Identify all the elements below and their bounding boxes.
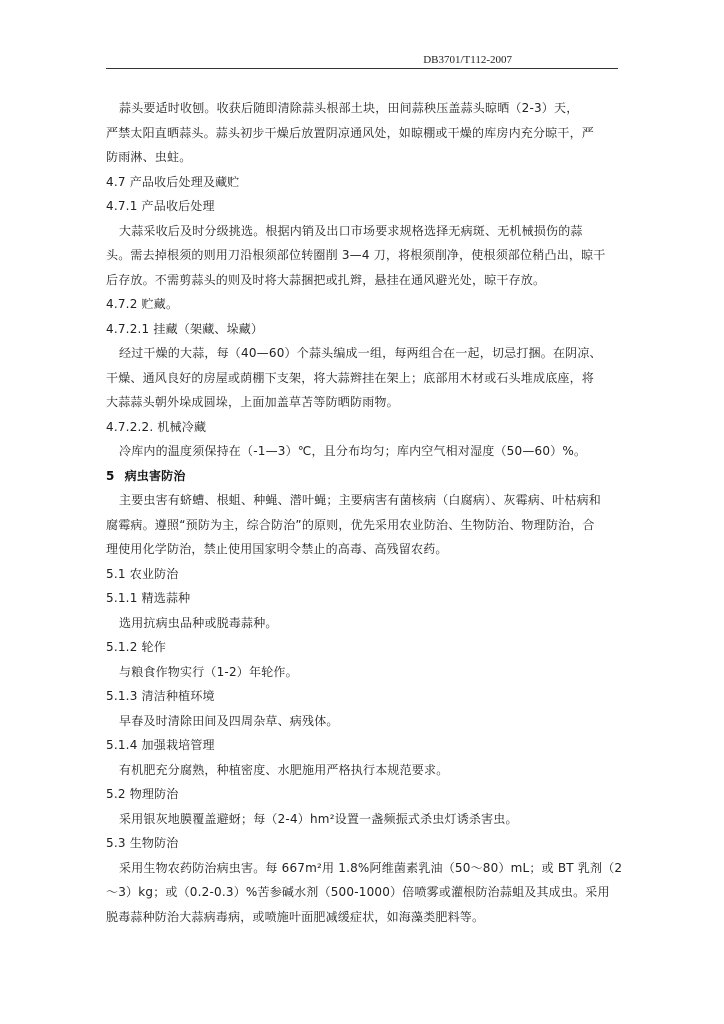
line-text: 5.3 生物防治 bbox=[106, 836, 179, 850]
line-text: 后存放。不需剪蒜头的则及时将大蒜捆把或扎辫，悬挂在通风避光处，晾干存放。 bbox=[106, 272, 546, 287]
text-line bbox=[106, 709, 618, 734]
line-text: 5.1.1 精选蒜种 bbox=[106, 591, 191, 605]
line-text: 冷库内的温度须保持在（-1—3）℃，且分布均匀；库内空气相对湿度（50—60）%。 bbox=[119, 444, 587, 458]
text-line bbox=[106, 415, 618, 440]
line-text: 经过干燥的大蒜，每（40—60）个蒜头编成一组，每两组合在一起，切忌打捆。在阴凉、 bbox=[119, 346, 602, 360]
line-text: 与粮食作物实行（1-2）年轮作。 bbox=[119, 664, 298, 679]
line-text: 严禁太阳直晒蒜头。蒜头初步干燥后放置阴凉通风处，如晾棚或干燥的库房内充分晾干，严 bbox=[106, 125, 595, 140]
line-text: 头。需去掉根须的则用刀沿根须部位转圈削 3—4 刀，将根须削净，使根须部位稍凸出，晾干 bbox=[106, 248, 606, 262]
line-text: 有机肥充分腐熟，种植密度、水肥施用严格执行本规范要求。 bbox=[119, 762, 449, 777]
line-text: 4.7.2.1 挂藏（架藏、垛藏） bbox=[106, 321, 264, 336]
text-line bbox=[106, 513, 618, 538]
text-line bbox=[106, 905, 618, 930]
text-line bbox=[106, 96, 618, 121]
line-text: 病虫害防治 bbox=[124, 468, 186, 483]
line-text: 5.1.2 轮作 bbox=[106, 640, 166, 654]
text-line bbox=[106, 341, 618, 366]
line-text: 5.1 农业防治 bbox=[106, 566, 179, 581]
text-line bbox=[106, 586, 618, 611]
text-line bbox=[106, 562, 618, 587]
text-line bbox=[106, 219, 618, 244]
text-line bbox=[106, 782, 618, 807]
text-line bbox=[106, 488, 618, 513]
document-body bbox=[106, 96, 623, 929]
line-text: 大蒜蒜头朝外垛成圆垛，上面加盖草苫等防晒防雨物。 bbox=[106, 395, 399, 409]
section-heading bbox=[106, 464, 618, 489]
line-text: 选用抗病虫品种或脱毒蒜种。 bbox=[119, 615, 278, 630]
text-line bbox=[106, 194, 618, 219]
text-line bbox=[106, 292, 618, 317]
line-text: 防雨淋、虫蛀。 bbox=[106, 150, 192, 164]
line-text: 5.1.4 加强栽培管理 bbox=[106, 738, 215, 752]
text-line bbox=[106, 268, 618, 293]
text-line bbox=[106, 439, 618, 464]
line-text: 大蒜采收后及时分级挑选。根据内销及出口市场要求规格选择无病斑、无机械损伤的蒜 bbox=[119, 223, 583, 238]
line-text: ～3）kg；或（0.2-0.3）%苦参碱水剂（500-1000）倍喷雾或灌根防治蒜蛆及其成虫。采用 bbox=[106, 885, 610, 899]
line-text: 4.7 产品收后处理及藏贮 bbox=[106, 174, 240, 189]
line-text: 腐霉病。遵照“预防为主，综合防治”的原则，优先采用农业防治、生物防治、物理防治，合 bbox=[106, 517, 595, 532]
text-line bbox=[106, 317, 618, 342]
text-line bbox=[106, 684, 618, 709]
document-code: DB3701/T112-2007 bbox=[423, 54, 512, 66]
line-text: 脱毒蒜种防治大蒜病毒病，或喷施叶面肥减缓症状，如海藻类肥料等。 bbox=[106, 909, 485, 924]
line-text: 5.1.3 清洁种植环境 bbox=[106, 689, 215, 703]
text-line bbox=[106, 366, 618, 391]
text-line bbox=[106, 121, 618, 146]
text-line bbox=[106, 758, 618, 783]
text-line bbox=[106, 390, 618, 415]
text-line bbox=[106, 611, 618, 636]
text-line bbox=[106, 880, 618, 905]
text-line bbox=[106, 831, 618, 856]
line-text: 采用生物农药防治病虫害。每 667m²用 1.8%阿维菌素乳油（50～80）mL；或 BT 乳剂（2 bbox=[119, 860, 623, 875]
text-line bbox=[106, 537, 618, 562]
line-text: 4.7.1 产品收后处理 bbox=[106, 199, 215, 213]
text-line bbox=[106, 660, 618, 685]
text-line bbox=[106, 807, 618, 832]
line-text: 蒜头要适时收刨。收获后随即清除蒜头根部土块，田间蒜秧压盖蒜头晾晒（2-3）天， bbox=[119, 101, 579, 115]
line-text: 理使用化学防治，禁止使用国家明令禁止的高毒、高残留农药。 bbox=[106, 542, 448, 556]
text-line bbox=[106, 856, 623, 881]
text-line bbox=[106, 635, 618, 660]
line-text: 4.7.2.2. 机械冷藏 bbox=[106, 419, 207, 434]
line-text: 干燥、通风良好的房屋或荫棚下支架，将大蒜辫挂在架上；底部用木材或石头堆成底座，将 bbox=[106, 370, 595, 385]
line-text: 4.7.2 贮藏。 bbox=[106, 297, 179, 311]
text-line bbox=[106, 733, 618, 758]
text-line bbox=[106, 170, 618, 195]
text-line bbox=[106, 243, 618, 268]
line-text: 5.2 物理防治 bbox=[106, 787, 179, 801]
line-text: 采用银灰地膜覆盖避蚜；每（2-4）hm²设置一盏频振式杀虫灯诱杀害虫。 bbox=[119, 811, 518, 826]
text-line bbox=[106, 145, 618, 170]
section-number: 5 bbox=[106, 468, 115, 483]
line-text: 主要虫害有蛴螬、根蛆、种蝇、潜叶蝇；主要病害有菌核病（白腐病）、灰霉病、叶枯病和 bbox=[119, 493, 602, 507]
header-rule bbox=[106, 68, 618, 69]
line-text: 早春及时清除田间及四周杂草、病残体。 bbox=[119, 713, 339, 728]
